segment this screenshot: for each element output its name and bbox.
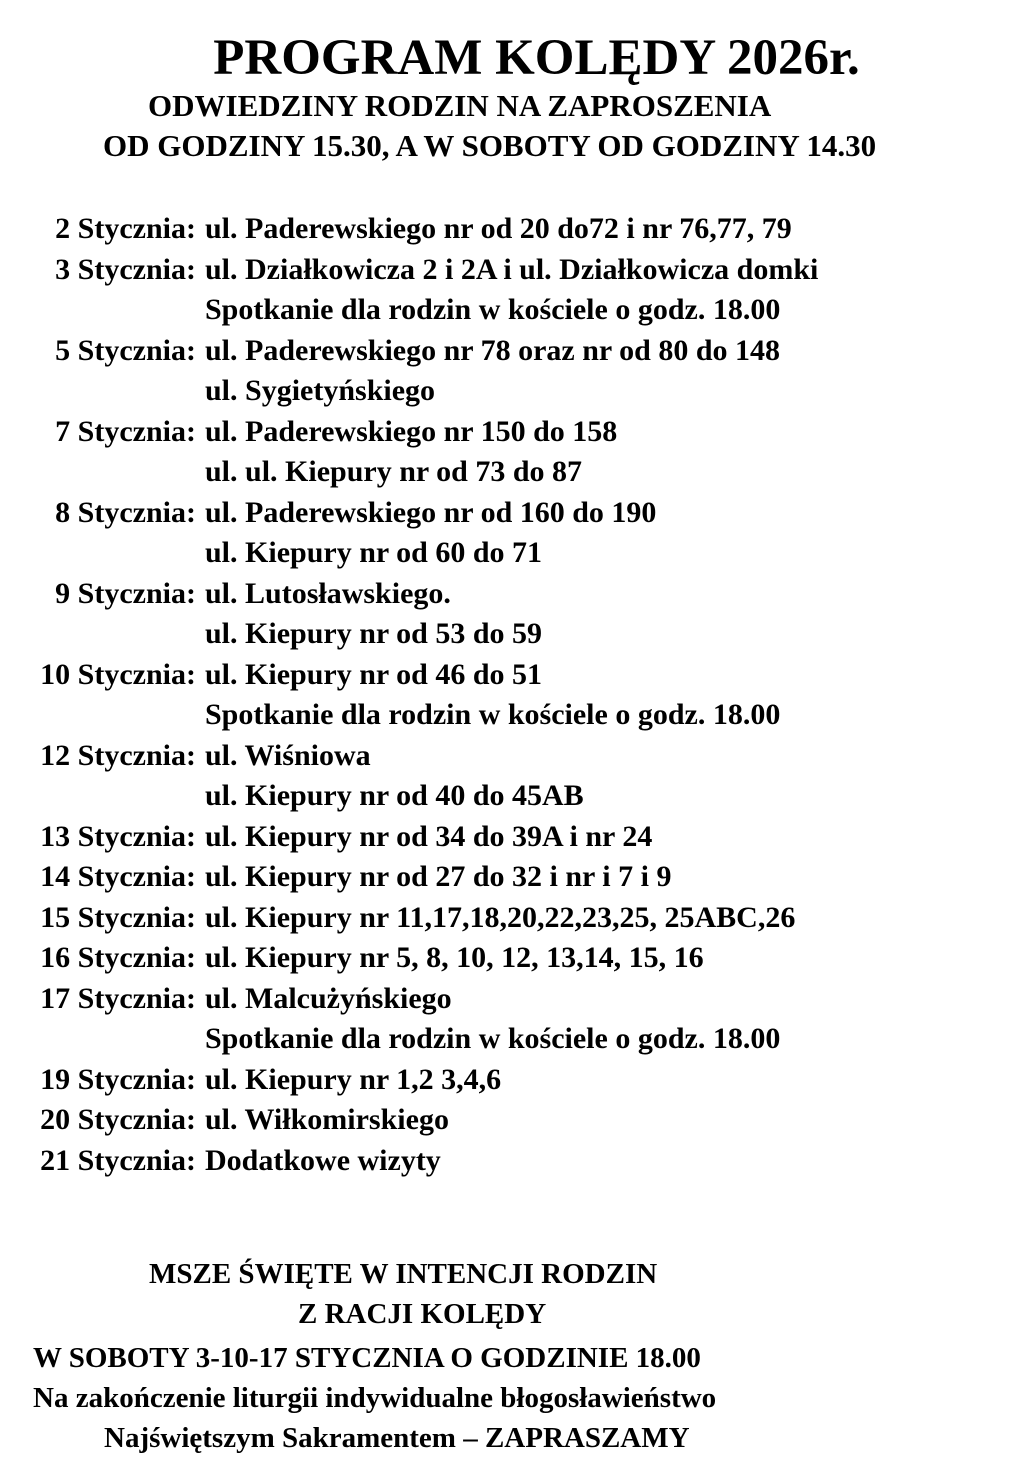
schedule-date: 17 Stycznia: (40, 981, 196, 1015)
schedule-row (0, 857, 1013, 898)
schedule-row (0, 1060, 1013, 1101)
schedule-date: 8 Stycznia: (55, 495, 196, 529)
schedule-streets: ul. Kiepury nr 11,17,18,20,22,23,25, 25ABC,26 (205, 900, 796, 934)
schedule-streets: ul. Kiepury nr 1,2 3,4,6 (205, 1062, 502, 1096)
schedule-row (0, 655, 1013, 696)
schedule-streets: ul. Kiepury nr od 40 do 45AB (205, 779, 584, 812)
schedule-row (0, 817, 1013, 858)
schedule-row (0, 209, 1013, 250)
schedule-row (0, 776, 1013, 817)
schedule-date: 7 Stycznia: (55, 414, 196, 448)
schedule-streets: ul. Wiśniowa (205, 738, 371, 772)
schedule-row (0, 452, 1013, 493)
schedule-streets: ul. Paderewskiego nr od 20 do72 i nr 76,77, 79 (205, 212, 792, 245)
schedule-row (0, 574, 1013, 615)
schedule-streets: ul. Sygietyńskiego (205, 374, 436, 407)
schedule-date: 2 Stycznia: (55, 212, 196, 245)
schedule-row (0, 695, 1013, 736)
schedule-date: 16 Stycznia: (40, 941, 196, 974)
schedule-streets: ul. Kiepury nr od 53 do 59 (205, 617, 543, 650)
schedule-streets: ul. ul. Kiepury nr od 73 do 87 (205, 455, 583, 488)
footer-line-5: Najświętszym Sakramentem – ZAPRASZAMY (104, 1422, 690, 1454)
schedule-streets: Dodatkowe wizyty (205, 1143, 441, 1177)
schedule-date: 20 Stycznia: (40, 1103, 196, 1136)
schedule-streets: ul. Kiepury nr od 34 do 39A i nr 24 (205, 819, 653, 853)
page-title: PROGRAM KOLĘDY 2026r. (213, 30, 860, 86)
subtitle-hours: OD GODZINY 15.30, A W SOBOTY OD GODZINY 14.30 (103, 128, 877, 163)
schedule-date: 13 Stycznia: (40, 819, 196, 853)
schedule-list (0, 209, 1013, 1181)
schedule-date: 3 Stycznia: (55, 252, 196, 286)
schedule-row (0, 614, 1013, 655)
schedule-streets: ul. Lutosławskiego. (205, 576, 451, 610)
schedule-row (0, 250, 1013, 291)
footer-line-3: W SOBOTY 3-10-17 STYCZNIA O GODZINIE 18.00 (33, 1342, 701, 1374)
schedule-streets: ul. Kiepury nr od 27 do 32 i nr i 7 i 9 (205, 860, 672, 893)
subtitle-invitations: ODWIEDZINY RODZIN NA ZAPROSZENIA (148, 88, 772, 123)
schedule-streets: Spotkanie dla rodzin w kościele o godz. 18.00 (205, 1022, 781, 1055)
schedule-row (0, 898, 1013, 939)
schedule-date: 19 Stycznia: (40, 1062, 196, 1096)
schedule-row (0, 533, 1013, 574)
schedule-row (0, 938, 1013, 979)
schedule-date: 14 Stycznia: (40, 860, 196, 893)
schedule-date: 10 Stycznia: (40, 657, 196, 691)
schedule-streets: ul. Kiepury nr od 60 do 71 (205, 536, 543, 569)
schedule-row (0, 1019, 1013, 1060)
schedule-row (0, 1100, 1013, 1141)
schedule-row (0, 290, 1013, 331)
schedule-row (0, 979, 1013, 1020)
schedule-row (0, 371, 1013, 412)
schedule-row (0, 736, 1013, 777)
schedule-streets: ul. Kiepury nr 5, 8, 10, 12, 13,14, 15, 16 (205, 941, 704, 974)
schedule-streets: ul. Wiłkomirskiego (205, 1103, 449, 1136)
schedule-streets: ul. Kiepury nr od 46 do 51 (205, 657, 543, 691)
schedule-streets: ul. Paderewskiego nr 150 do 158 (205, 414, 618, 448)
schedule-row (0, 331, 1013, 372)
schedule-date: 15 Stycznia: (40, 900, 196, 934)
schedule-row (0, 493, 1013, 534)
schedule-row (0, 1141, 1013, 1182)
schedule-row (0, 412, 1013, 453)
schedule-streets: ul. Działkowicza 2 i 2A i ul. Działkowicza domki (205, 252, 819, 286)
schedule-date: 12 Stycznia: (40, 738, 196, 772)
footer-line-1: MSZE ŚWIĘTE W INTENCJI RODZIN (149, 1258, 658, 1290)
schedule-streets: Spotkanie dla rodzin w kościele o godz. 18.00 (205, 293, 781, 326)
schedule-streets: ul. Paderewskiego nr od 160 do 190 (205, 495, 657, 529)
schedule-streets: ul. Paderewskiego nr 78 oraz nr od 80 do 148 (205, 333, 781, 367)
schedule-date: 21 Stycznia: (40, 1143, 196, 1177)
schedule-date: 9 Stycznia: (55, 576, 196, 610)
footer-line-2: Z RACJI KOLĘDY (298, 1298, 547, 1330)
footer-line-4: Na zakończenie liturgii indywidualne błogosławieństwo (33, 1382, 717, 1414)
schedule-date: 5 Stycznia: (55, 333, 196, 367)
schedule-streets: ul. Malcużyńskiego (205, 981, 452, 1015)
schedule-streets: Spotkanie dla rodzin w kościele o godz. 18.00 (205, 698, 781, 731)
